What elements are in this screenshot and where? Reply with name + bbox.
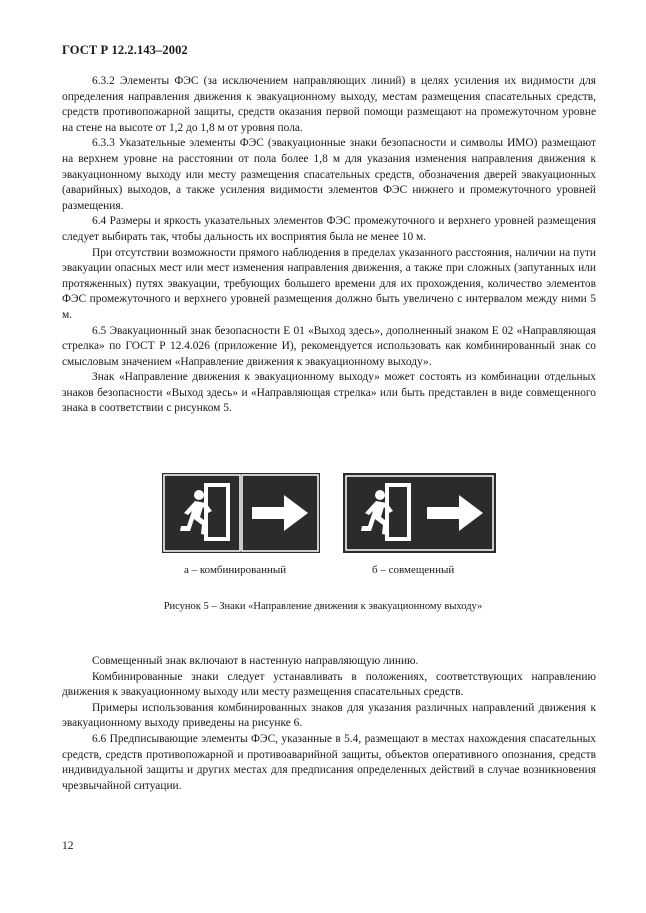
paragraph-6-5-continued: Знак «Направление движения к эвакуационному выходу» может состоять из комбинации отдельных знаков безопасности «Выход здесь» и «Направляющая стрелка» или быть представлен в виде совмещенного знака в соответствии с рисунком 5. <box>62 371 596 415</box>
body-text-top <box>62 74 596 417</box>
combined-sign <box>162 473 320 553</box>
paragraph-6-3-2: 6.3.2 Элементы ФЭС (за исключением направляющих линий) в целях усиления их видимости для определения направления движения к эвакуационному выходу, местам размещения спасательных средств, средств противопожарной защиты, средств оказания первой помощи размещают на промежуточном уровне на стене на высоте от 1,2 до 1,8 м от уровня пола. <box>62 75 596 134</box>
figure-5 <box>0 473 646 553</box>
paragraph-6-5: 6.5 Эвакуационный знак безопасности Е 01 «Выход здесь», дополненный знаком Е 02 «Направляющая стрелка» по ГОСТ Р 12.4.026 (приложение И), рекомендуется использовать как комбинированный знак со смысловым значением «Направление движения к эвакуационному выходу». <box>62 324 596 368</box>
paragraph-6-4: 6.4 Размеры и яркость указательных элементов ФЭС промежуточного и верхнего уровней размещения следует выбирать так, чтобы дальность их восприятия была не менее 10 м. <box>62 215 596 243</box>
figure-title: Рисунок 5 – Знаки «Направление движения к эвакуационному выходу» <box>163 601 483 612</box>
caption-integrated: б – совмещенный <box>372 564 455 576</box>
paragraph-combined-signs: Комбинированные знаки следует устанавливать в положениях, соответствующих направлению движения к эвакуационному выходу или месту размещения спасательных средств. <box>62 670 596 699</box>
page-number: 12 <box>62 840 74 852</box>
running-man-icon <box>361 483 411 541</box>
body-text-bottom <box>62 654 596 794</box>
arrow-right-icon <box>252 495 308 531</box>
paragraph-examples: Примеры использования комбинированных знаков для указания различных направлений движения к эвакуационному выходу приведены на рисунке 6. <box>62 701 596 730</box>
paragraph-6-4-continued: При отсутствии возможности прямого наблюдения в пределах указанного расстояния, наличии на пути эвакуации опасных мест или мест изменения направления движения, а также при сложных (запутанных или протяженных) путях эвакуации, требующих большего времени для их прохождения, количество элементов ФЭС промежуточного и верхнего уровней размещения должно быть увеличено с интервалом между ними 5 м. <box>62 246 596 321</box>
running-man-icon <box>180 483 230 541</box>
combined-sign-graphic <box>162 473 320 553</box>
paragraph-6-6: 6.6 Предписывающие элементы ФЭС, указанные в 5.4, размещают в местах нахождения спасательных средств, средств противопожарной и противоаварийной защиты, объектов оперативного опознания, средств индивидуальной защиты и других местах для предписания определенных действий в случае возникновения чрезвычайной ситуации. <box>62 732 596 792</box>
paragraph-6-3-3: 6.3.3 Указательные элементы ФЭС (эвакуационные знаки безопасности и символы ИМО) размещают на верхнем уровне на расстоянии от пола более 1,8 м для указания изменения направления движения к эвакуационному выходу или месту размещения спасательных средств, обозначения дверей эвакуационных (аварийных) выходов, а также усиления видимости элементов ФЭС нижнего и промежуточного уровней размещения. <box>62 137 596 212</box>
integrated-sign <box>343 473 496 553</box>
caption-combined: а – комбинированный <box>184 564 287 576</box>
arrow-right-icon <box>427 495 483 531</box>
document-header: ГОСТ Р 12.2.143–2002 <box>62 43 188 57</box>
paragraph-integrated-sign: Совмещенный знак включают в настенную направляющую линию. <box>92 655 419 667</box>
integrated-sign-graphic <box>343 473 496 553</box>
